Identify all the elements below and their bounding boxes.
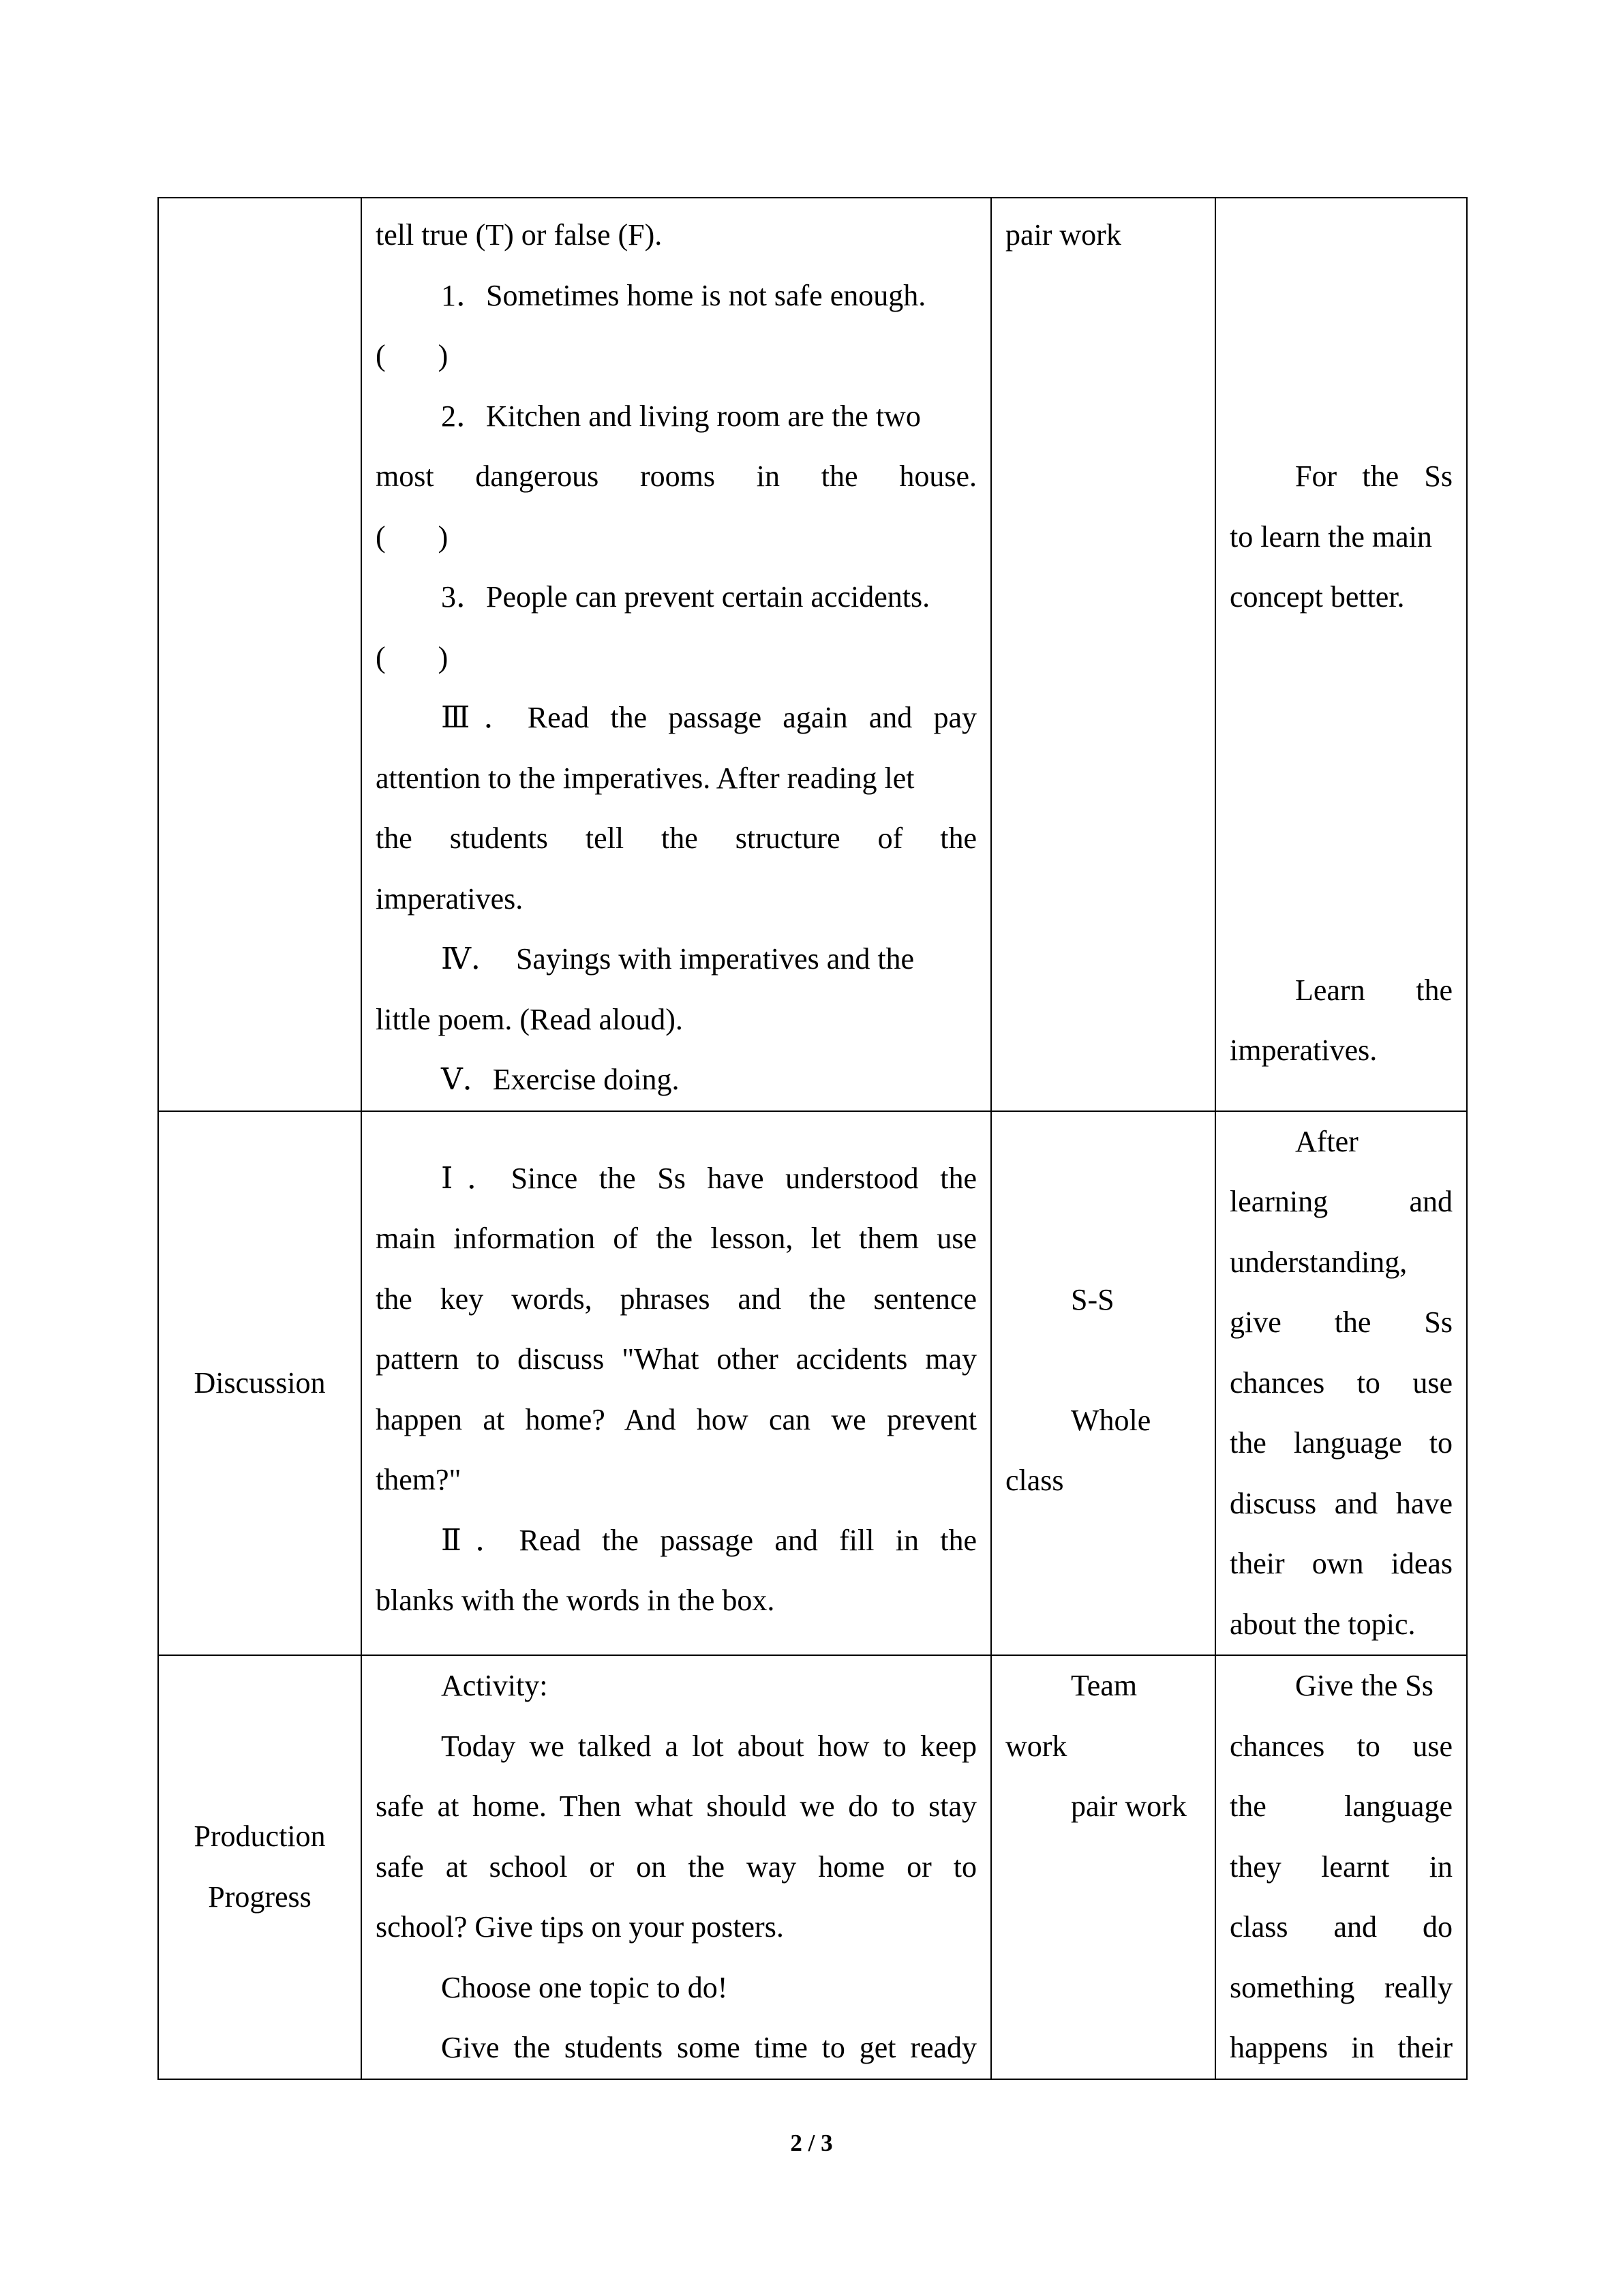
lesson-plan-table	[157, 197, 1468, 2080]
step-line: ( )	[376, 339, 449, 372]
purpose-line: the language to	[1230, 1426, 1453, 1460]
step-line: imperatives.	[376, 881, 524, 916]
step-line: Give the students some time to get ready	[441, 2031, 977, 2064]
step-line: blanks with the words in the box.	[376, 1584, 775, 1617]
purpose-line: their own ideas	[1230, 1547, 1453, 1580]
step-line: main information of the lesson, let them use	[376, 1222, 977, 1255]
step-line: little poem. (Read aloud).	[376, 1002, 683, 1036]
page-number: 2 / 3	[790, 2130, 833, 2156]
stage-label: Production	[194, 1819, 326, 1854]
step-line: the students tell the structure of the	[376, 821, 977, 855]
purpose-line: class and do	[1230, 1910, 1453, 1944]
step-line: 3．People can prevent certain accidents.	[441, 580, 930, 614]
mode-line: Whole	[1071, 1403, 1151, 1437]
stage-cell	[158, 198, 361, 1111]
stage-label: Discussion	[194, 1365, 326, 1400]
step-line: ( )	[376, 640, 449, 674]
table-row	[158, 1111, 1467, 1656]
purpose-line: After	[1295, 1124, 1359, 1158]
step-line: tell true (T) or false (F).	[376, 218, 663, 252]
steps-cell	[361, 1111, 991, 1656]
step-line: the key words, phrases and the sentence	[376, 1282, 977, 1316]
mode-cell	[991, 198, 1215, 1111]
step-line: them?"	[376, 1463, 461, 1496]
purpose-line: happens in their	[1230, 2031, 1453, 2064]
step-line: Ⅰ．Since the Ss have understood the	[441, 1161, 977, 1195]
purpose-line: chances to use	[1230, 1365, 1453, 1400]
purpose-line: Learn the	[1295, 973, 1453, 1007]
mode-line: work	[1005, 1729, 1067, 1763]
step-line: Ⅱ．Read the passage and fill in the	[441, 1523, 977, 1557]
mode-line: class	[1005, 1464, 1064, 1497]
purpose-line: learning and	[1230, 1185, 1453, 1218]
purpose-line: For the Ss	[1295, 459, 1453, 493]
purpose-line: about the topic.	[1230, 1607, 1416, 1641]
purpose-line: to learn the main	[1230, 519, 1432, 554]
mode-line: Team	[1071, 1669, 1138, 1702]
purpose-cell	[1215, 1655, 1467, 2079]
step-line: Choose one topic to do!	[441, 1970, 728, 2004]
purpose-line: understanding,	[1230, 1245, 1408, 1279]
step-line: Ⅴ．Exercise doing.	[441, 1063, 680, 1096]
step-line: Ⅳ． Sayings with imperatives and the	[441, 942, 915, 976]
mode-line: S-S	[1071, 1282, 1114, 1316]
purpose-line: something really	[1230, 1970, 1453, 2004]
purpose-line: they learnt in	[1230, 1849, 1453, 1884]
purpose-line: Give the Ss	[1295, 1669, 1434, 1702]
stage-cell	[158, 1111, 361, 1656]
purpose-cell	[1215, 198, 1467, 1111]
mode-text: pair work	[1005, 218, 1121, 252]
step-line: Today we talked a lot about how to keep	[441, 1729, 977, 1763]
table-row	[158, 198, 1467, 1111]
purpose-line: chances to use	[1230, 1729, 1453, 1763]
mode-cell	[991, 1655, 1215, 2079]
steps-cell	[361, 198, 991, 1111]
purpose-line: the language	[1230, 1789, 1453, 1823]
step-line: school? Give tips on your posters.	[376, 1910, 784, 1944]
purpose-line: imperatives.	[1230, 1033, 1378, 1067]
step-line: attention to the imperatives. After reading let	[376, 761, 915, 795]
step-line: ( )	[376, 519, 449, 554]
step-line: 2．Kitchen and living room are the two	[441, 399, 921, 433]
step-line: pattern to discuss "What other accidents may	[376, 1342, 977, 1376]
purpose-line: give the Ss	[1230, 1305, 1453, 1339]
step-line: Ⅲ．Read the passage again and pay	[441, 701, 977, 734]
purpose-line: discuss and have	[1230, 1486, 1453, 1520]
purpose-cell	[1215, 1111, 1467, 1656]
step-line: happen at home? And how can we prevent	[376, 1402, 977, 1436]
step-line: Activity:	[441, 1669, 548, 1702]
steps-cell	[361, 1655, 991, 2079]
step-line: 1．Sometimes home is not safe enough.	[441, 278, 926, 312]
step-line: most dangerous rooms in the house.	[376, 459, 977, 493]
mode-line: pair work	[1071, 1789, 1187, 1823]
mode-cell	[991, 1111, 1215, 1656]
step-line: safe at home. Then what should we do to stay	[376, 1789, 977, 1823]
mode-line	[1005, 1330, 1201, 1391]
stage-label: Progress	[208, 1879, 312, 1914]
step-line: safe at school or on the way home or to	[376, 1849, 977, 1884]
purpose-line: concept better.	[1230, 580, 1405, 614]
table-row	[158, 1655, 1467, 2079]
stage-cell	[158, 1655, 361, 2079]
